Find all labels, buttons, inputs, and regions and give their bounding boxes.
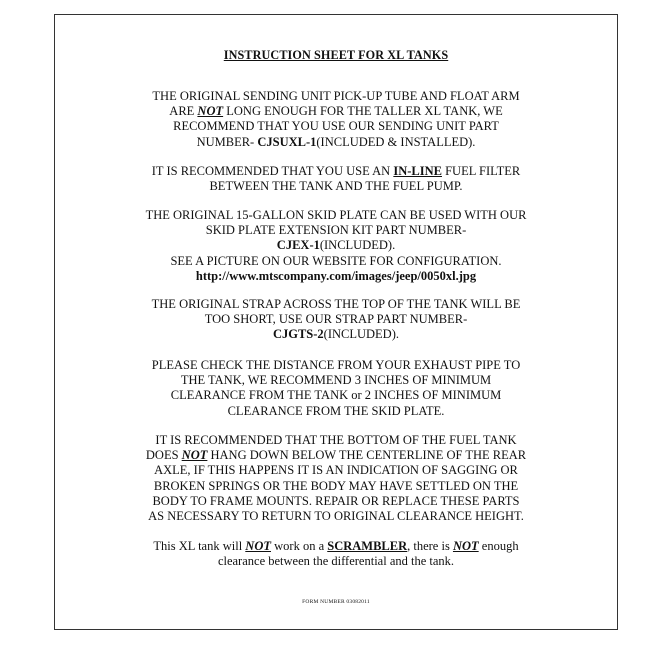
emphasis-in-line: IN-LINE (393, 164, 442, 178)
page-title: INSTRUCTION SHEET FOR XL TANKS (223, 48, 449, 62)
text-line: CLEARANCE FROM THE SKID PLATE. (227, 403, 445, 418)
paragraph-fuel-filter (55, 164, 617, 194)
paragraph-scrambler (55, 539, 617, 569)
emphasis-not: NOT (181, 448, 208, 463)
website-url: http://www.mtscompany.com/images/jeep/0050xl.jpg (195, 268, 477, 283)
emphasis-not: NOT (197, 104, 224, 119)
instruction-sheet-page (54, 14, 618, 630)
emphasis-not: NOT (245, 539, 271, 553)
text-line: CJGTS-2(INCLUDED). (272, 327, 400, 342)
emphasis-not: NOT (452, 539, 479, 553)
text-line: clearance between the differential and the tank. (217, 554, 455, 569)
text-line: AXLE, IF THIS HAPPENS IT IS AN INDICATION OF SAGGING OR (154, 463, 518, 478)
text-line: DOES NOT HANG DOWN BELOW THE CENTERLINE OF THE REAR (145, 448, 527, 463)
text-line: BROKEN SPRINGS OR THE BODY MAY HAVE SETTLED ON THE (153, 478, 519, 493)
text-line: PLEASE CHECK THE DISTANCE FROM YOUR EXHAUST PIPE TO (151, 358, 521, 372)
part-number-cjgts: CJGTS-2 (272, 327, 324, 342)
text-line: THE ORIGINAL 15-GALLON SKID PLATE CAN BE USED WITH OUR (145, 208, 527, 222)
text-line: THE TANK, WE RECOMMEND 3 INCHES OF MINIMUM (180, 373, 492, 388)
text-line: TOO SHORT, USE OUR STRAP PART NUMBER- (204, 312, 468, 327)
text-line: BETWEEN THE TANK AND THE FUEL PUMP. (209, 179, 463, 194)
part-number-cjex: CJEX-1 (276, 238, 320, 253)
emphasis-scrambler: SCRAMBLER (327, 539, 408, 553)
text-line: SEE A PICTURE ON OUR WEBSITE FOR CONFIGURATION. (170, 253, 502, 268)
paragraph-tank-bottom (55, 433, 617, 524)
text-line: BODY TO FRAME MOUNTS. REPAIR OR REPLACE THESE PARTS (152, 493, 520, 508)
paragraph-strap (55, 297, 617, 343)
part-number-cjsuxl: CJSUXL-1 (257, 134, 317, 149)
text-line: SKID PLATE EXTENSION KIT PART NUMBER- (205, 223, 467, 238)
text-line: This XL tank will NOT work on a SCRAMBLER, there is NOT enough (153, 539, 519, 553)
text-line: CJEX-1(INCLUDED). (276, 238, 396, 253)
text-line: THE ORIGINAL SENDING UNIT PICK-UP TUBE AND FLOAT ARM (152, 89, 520, 103)
text-line: THE ORIGINAL STRAP ACROSS THE TOP OF THE TANK WILL BE (151, 297, 521, 311)
paragraph-sending-unit (55, 89, 617, 150)
text-line: NUMBER- CJSUXL-1(INCLUDED & INSTALLED). (196, 134, 476, 149)
text-line: IT IS RECOMMENDED THAT YOU USE AN IN-LINE FUEL FILTER (151, 164, 521, 178)
paragraph-skid-plate (55, 208, 617, 284)
text-line: AS NECESSARY TO RETURN TO ORIGINAL CLEARANCE HEIGHT. (148, 509, 524, 524)
paragraph-exhaust-clearance (55, 358, 617, 419)
form-number: FORM NUMBER 03082011 (302, 599, 370, 605)
text-line: ARE NOT LONG ENOUGH FOR THE TALLER XL TANK, WE (169, 104, 503, 119)
text-line: CLEARANCE FROM THE TANK or 2 INCHES OF MINIMUM (170, 388, 502, 403)
text-line: RECOMMEND THAT YOU USE OUR SENDING UNIT PART (173, 119, 499, 134)
text-line: IT IS RECOMMENDED THAT THE BOTTOM OF THE FUEL TANK (155, 433, 517, 447)
